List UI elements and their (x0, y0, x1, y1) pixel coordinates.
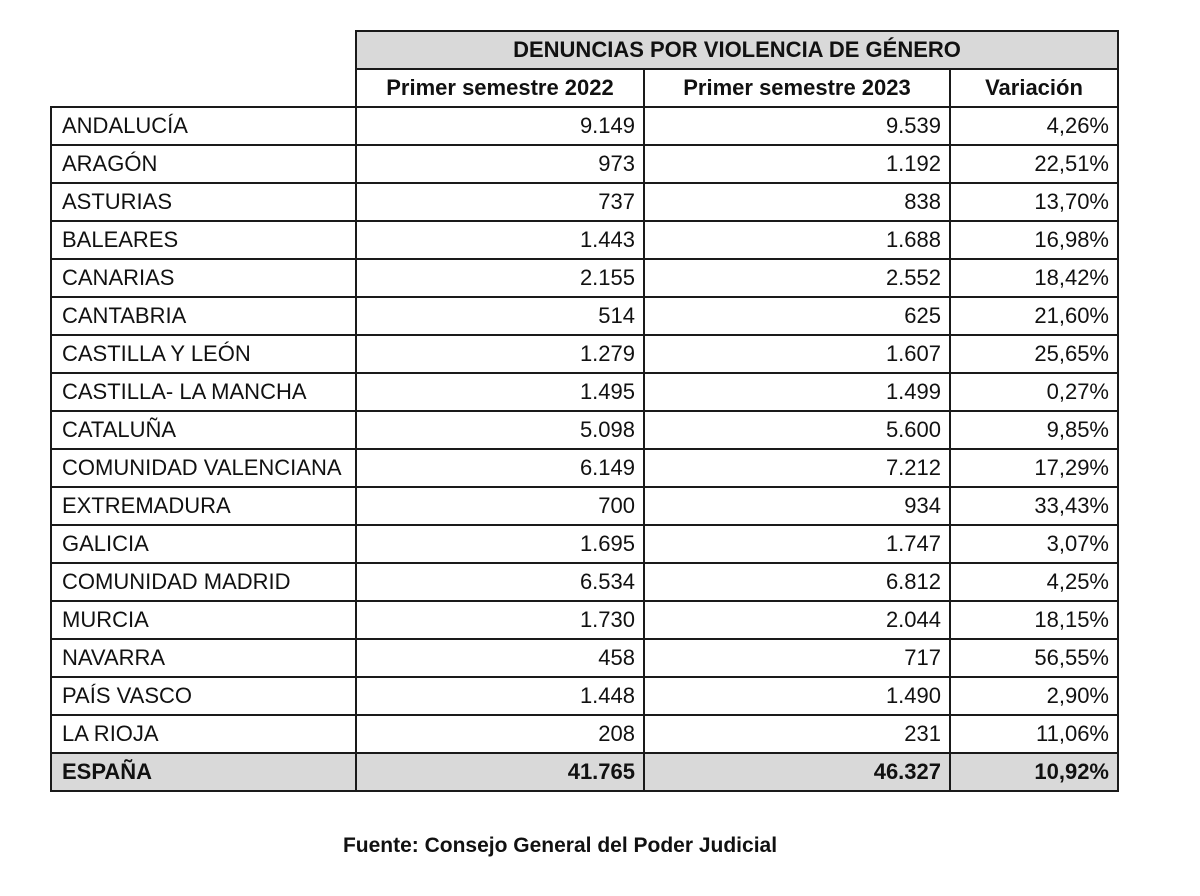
value-2022-cell: 973 (356, 145, 644, 183)
region-cell: CASTILLA Y LEÓN (51, 335, 356, 373)
region-cell: BALEARES (51, 221, 356, 259)
value-2022-cell: 700 (356, 487, 644, 525)
value-2023-cell: 717 (644, 639, 950, 677)
variation-cell: 0,27% (950, 373, 1118, 411)
table-row (51, 145, 1118, 183)
value-2023-cell: 1.499 (644, 373, 950, 411)
value-2022-cell: 737 (356, 183, 644, 221)
region-cell: CANARIAS (51, 259, 356, 297)
table-row (51, 107, 1118, 145)
region-cell: CANTABRIA (51, 297, 356, 335)
region-cell: MURCIA (51, 601, 356, 639)
variation-cell: 3,07% (950, 525, 1118, 563)
value-2022-cell: 6.149 (356, 449, 644, 487)
value-2022-cell: 208 (356, 715, 644, 753)
table-row (51, 411, 1118, 449)
table-row (51, 183, 1118, 221)
variation-cell: 18,15% (950, 601, 1118, 639)
value-2022-cell: 458 (356, 639, 644, 677)
value-2022-cell: 9.149 (356, 107, 644, 145)
table-row (51, 373, 1118, 411)
column-header-2022: Primer semestre 2022 (356, 69, 644, 107)
violence-reports-table (50, 30, 1119, 792)
table-row (51, 715, 1118, 753)
region-cell: ESPAÑA (51, 753, 356, 791)
region-cell: NAVARRA (51, 639, 356, 677)
region-cell: COMUNIDAD VALENCIANA (51, 449, 356, 487)
value-2023-cell: 2.552 (644, 259, 950, 297)
table-row (51, 487, 1118, 525)
table-row (51, 525, 1118, 563)
value-2023-cell: 231 (644, 715, 950, 753)
title-row (51, 31, 1118, 69)
value-2022-cell: 514 (356, 297, 644, 335)
value-2022-cell: 1.279 (356, 335, 644, 373)
region-cell: COMUNIDAD MADRID (51, 563, 356, 601)
table-row (51, 677, 1118, 715)
value-2023-cell: 6.812 (644, 563, 950, 601)
value-2022-cell: 1.695 (356, 525, 644, 563)
variation-cell: 18,42% (950, 259, 1118, 297)
total-row (51, 753, 1118, 791)
value-2023-cell: 1.192 (644, 145, 950, 183)
value-2023-cell: 7.212 (644, 449, 950, 487)
region-cell: CASTILLA- LA MANCHA (51, 373, 356, 411)
region-cell: ARAGÓN (51, 145, 356, 183)
table-row (51, 563, 1118, 601)
region-cell: ANDALUCÍA (51, 107, 356, 145)
region-cell: PAÍS VASCO (51, 677, 356, 715)
value-2023-cell: 1.607 (644, 335, 950, 373)
value-2022-cell: 1.495 (356, 373, 644, 411)
variation-cell: 25,65% (950, 335, 1118, 373)
value-2023-cell: 9.539 (644, 107, 950, 145)
value-2022-cell: 1.448 (356, 677, 644, 715)
value-2023-cell: 5.600 (644, 411, 950, 449)
variation-cell: 22,51% (950, 145, 1118, 183)
value-2022-cell: 6.534 (356, 563, 644, 601)
variation-cell: 17,29% (950, 449, 1118, 487)
column-header-variation: Variación (950, 69, 1118, 107)
value-2023-cell: 1.490 (644, 677, 950, 715)
table-row (51, 297, 1118, 335)
variation-cell: 2,90% (950, 677, 1118, 715)
variation-cell: 11,06% (950, 715, 1118, 753)
value-2022-cell: 2.155 (356, 259, 644, 297)
variation-cell: 9,85% (950, 411, 1118, 449)
variation-cell: 56,55% (950, 639, 1118, 677)
variation-cell: 4,26% (950, 107, 1118, 145)
value-2023-cell: 934 (644, 487, 950, 525)
table-row (51, 639, 1118, 677)
value-2023-cell: 1.747 (644, 525, 950, 563)
variation-cell: 21,60% (950, 297, 1118, 335)
table-row (51, 449, 1118, 487)
empty-corner-cell (51, 69, 356, 107)
region-cell: LA RIOJA (51, 715, 356, 753)
table-body (51, 107, 1118, 791)
variation-cell: 16,98% (950, 221, 1118, 259)
source-note: Fuente: Consejo General del Poder Judicial (342, 834, 778, 857)
region-cell: ASTURIAS (51, 183, 356, 221)
value-2022-cell: 1.730 (356, 601, 644, 639)
region-cell: CATALUÑA (51, 411, 356, 449)
value-2023-cell: 2.044 (644, 601, 950, 639)
variation-cell: 13,70% (950, 183, 1118, 221)
value-2023-cell: 838 (644, 183, 950, 221)
column-header-row (51, 69, 1118, 107)
variation-cell: 4,25% (950, 563, 1118, 601)
variation-cell: 33,43% (950, 487, 1118, 525)
table-row (51, 601, 1118, 639)
table-row (51, 259, 1118, 297)
empty-corner-cell (51, 31, 356, 69)
table-row (51, 221, 1118, 259)
value-2022-cell: 1.443 (356, 221, 644, 259)
region-cell: EXTREMADURA (51, 487, 356, 525)
value-2022-cell: 41.765 (356, 753, 644, 791)
table-row (51, 335, 1118, 373)
value-2022-cell: 5.098 (356, 411, 644, 449)
table-title: DENUNCIAS POR VIOLENCIA DE GÉNERO (356, 31, 1118, 69)
value-2023-cell: 625 (644, 297, 950, 335)
value-2023-cell: 46.327 (644, 753, 950, 791)
variation-cell: 10,92% (950, 753, 1118, 791)
value-2023-cell: 1.688 (644, 221, 950, 259)
column-header-2023: Primer semestre 2023 (644, 69, 950, 107)
region-cell: GALICIA (51, 525, 356, 563)
